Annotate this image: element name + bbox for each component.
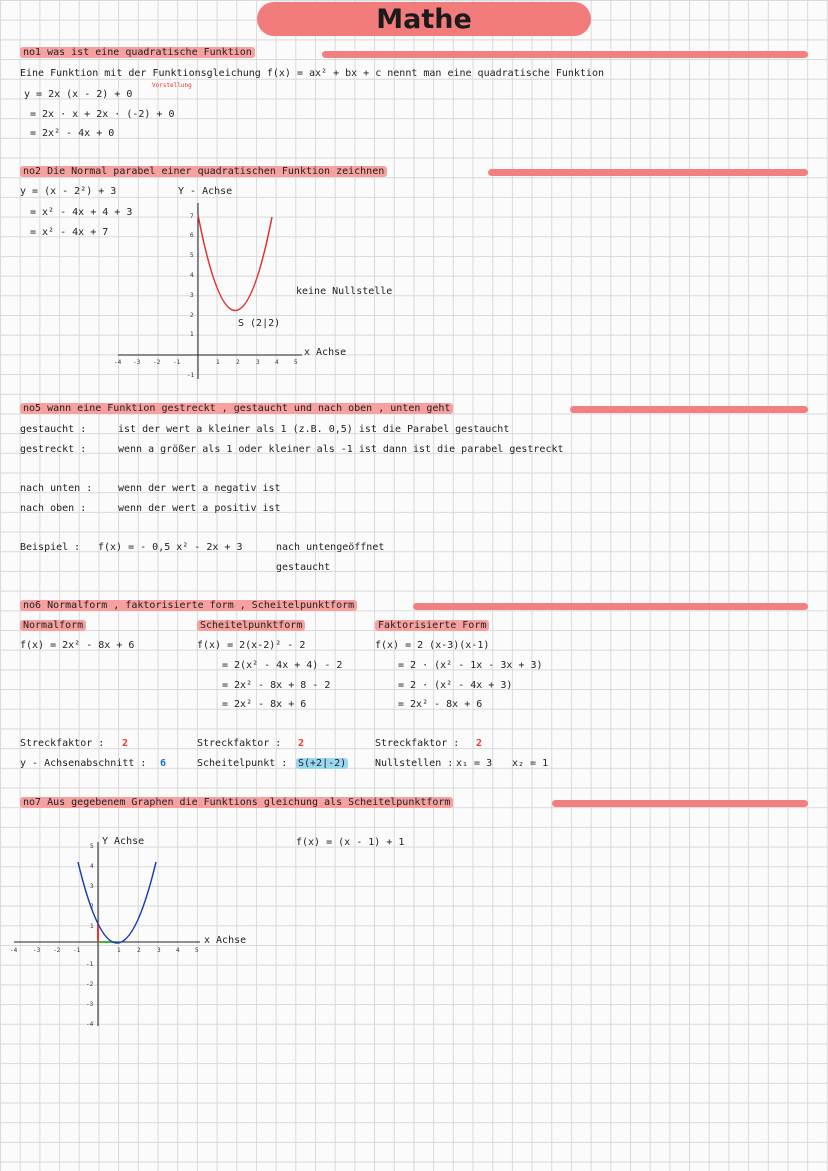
g1-xtick: -1 bbox=[173, 359, 181, 366]
g1-xtick: 5 bbox=[294, 359, 298, 366]
graph1 bbox=[110, 195, 310, 385]
nf-formula: f(x) = 2x² - 8x + 6 bbox=[20, 640, 135, 651]
col3-title: Faktorisierte Form bbox=[375, 620, 489, 631]
nf-streck-value: 2 bbox=[122, 738, 129, 749]
g2-xtick: 2 bbox=[137, 947, 141, 954]
g2-ytick: -2 bbox=[86, 981, 94, 988]
ff-streck-value: 2 bbox=[476, 738, 483, 749]
page-title: Mathe bbox=[257, 2, 591, 36]
g1-xtick: -2 bbox=[153, 359, 161, 366]
g1-xtick: 3 bbox=[256, 359, 260, 366]
section-3-heading: no5 wann eine Funktion gestreckt , gestaucht und nach oben , unten geht bbox=[20, 403, 453, 414]
s1-line-2: = 2x · x + 2x · (-2) + 0 bbox=[30, 109, 175, 120]
g2-ytick: -4 bbox=[86, 1021, 94, 1028]
sp-streck-label: Streckfaktor : bbox=[197, 738, 282, 749]
col2-title: Scheitelpunktform bbox=[197, 620, 305, 631]
g2-ytick: 3 bbox=[90, 883, 94, 890]
g1-ytick: 6 bbox=[190, 232, 194, 239]
g2-ytick: 5 bbox=[90, 843, 94, 850]
beispiel-result-2: gestaucht bbox=[276, 562, 331, 573]
sp-line: = 2x² - 8x + 8 - 2 bbox=[222, 680, 331, 691]
graph2-y-label: Y Achse bbox=[102, 836, 145, 847]
col1-title: Normalform bbox=[20, 620, 86, 631]
section-5-band bbox=[552, 800, 808, 807]
s2-line-2: = x² - 4x + 4 + 3 bbox=[30, 207, 133, 218]
beispiel-formula: f(x) = - 0,5 x² - 2x + 3 bbox=[98, 542, 243, 553]
graph1-y-label: Y - Achse bbox=[178, 186, 233, 197]
g2-ytick: 1 bbox=[90, 923, 94, 930]
g2-xtick: -3 bbox=[33, 947, 41, 954]
graph2-parabola bbox=[78, 862, 156, 943]
ff-line: = 2 · (x² - 1x - 3x + 3) bbox=[398, 660, 543, 671]
sp-streck-value: 2 bbox=[298, 738, 305, 749]
g1-xtick: 4 bbox=[275, 359, 279, 366]
section-2-heading: no2 Die Normal parabel einer quadratischen Funktion zeichnen bbox=[20, 166, 387, 177]
g2-xtick: 4 bbox=[176, 947, 180, 954]
g2-ytick: 4 bbox=[90, 863, 94, 870]
graph1-vertex-label: S (2|2) bbox=[238, 318, 281, 329]
s2-line-1: y = (x - 2²) + 3 bbox=[20, 186, 117, 197]
ff-line: = 2 · (x² - 4x + 3) bbox=[398, 680, 513, 691]
beispiel-label: Beispiel : bbox=[20, 542, 81, 553]
oben-text: wenn der wert a positiv ist bbox=[118, 503, 281, 514]
s2-line-3: = x² - 4x + 7 bbox=[30, 227, 109, 238]
g1-xtick: 1 bbox=[216, 359, 220, 366]
section-5-heading: no7 Aus gegebenem Graphen die Funktions gleichung als Scheitelpunktform bbox=[20, 797, 453, 808]
g2-ytick: -3 bbox=[86, 1001, 94, 1008]
ff-streck-label: Streckfaktor : bbox=[375, 738, 460, 749]
ff-line: = 2x² - 8x + 6 bbox=[398, 699, 483, 710]
unten-text: wenn der wert a negativ ist bbox=[118, 483, 281, 494]
s5-formula: f(x) = (x - 1) + 1 bbox=[296, 837, 405, 848]
g2-xtick: -4 bbox=[10, 947, 18, 954]
section-4-heading: no6 Normalform , faktorisierte form , Scheitelpunktform bbox=[20, 600, 357, 611]
g1-ytick: -1 bbox=[187, 372, 195, 379]
sp-line: = 2x² - 8x + 6 bbox=[222, 699, 307, 710]
sp-point-label: Scheitelpunkt : bbox=[197, 758, 288, 769]
g2-xtick: -1 bbox=[73, 947, 81, 954]
s1-definition: Eine Funktion mit der Funktionsgleichung f(x) = ax² + bx + c nennt man eine quadratische Funktion bbox=[20, 68, 604, 79]
g1-ytick: 3 bbox=[190, 292, 194, 299]
g1-xtick: 2 bbox=[236, 359, 240, 366]
ff-formula: f(x) = 2 (x-3)(x-1) bbox=[375, 640, 490, 651]
g1-ytick: 4 bbox=[190, 272, 194, 279]
g2-ytick: 2 bbox=[90, 903, 94, 910]
yab-value: 6 bbox=[160, 758, 167, 769]
graph1-note: keine Nullstelle bbox=[296, 286, 393, 297]
s1-line-1: y = 2x (x - 2) + 0 bbox=[24, 89, 133, 100]
g1-ytick: 1 bbox=[190, 331, 194, 338]
gestreckt-text: wenn a größer als 1 oder kleiner als -1 ist dann ist die parabel gestreckt bbox=[118, 444, 564, 455]
section-3-band bbox=[570, 406, 808, 413]
graph1-parabola bbox=[198, 215, 272, 311]
section-4-band bbox=[413, 603, 808, 610]
g1-ytick: 2 bbox=[190, 312, 194, 319]
graph2-x-label: x Achse bbox=[204, 935, 247, 946]
graph2 bbox=[8, 838, 208, 1030]
g1-ytick: 5 bbox=[190, 252, 194, 259]
g2-xtick: 1 bbox=[117, 947, 121, 954]
g2-xtick: 3 bbox=[157, 947, 161, 954]
sp-formula: f(x) = 2(x-2)² - 2 bbox=[197, 640, 306, 651]
nf-streck-label: Streckfaktor : bbox=[20, 738, 105, 749]
section-1-heading: no1 was ist eine quadratische Funktion bbox=[20, 47, 255, 58]
gestaucht-label: gestaucht : bbox=[20, 424, 87, 435]
s1-line-3: = 2x² - 4x + 0 bbox=[30, 128, 115, 139]
g2-xtick: 5 bbox=[195, 947, 199, 954]
g1-ytick: 7 bbox=[190, 213, 194, 220]
ns-label: Nullstellen : bbox=[375, 758, 454, 769]
ns-x2: x₂ = 1 bbox=[512, 758, 549, 769]
s1-note: Vorstellung bbox=[152, 82, 192, 89]
g2-ytick: -1 bbox=[86, 961, 94, 968]
unten-label: nach unten : bbox=[20, 483, 93, 494]
ns-x1: x₁ = 3 bbox=[456, 758, 493, 769]
g2-xtick: -2 bbox=[53, 947, 61, 954]
graph1-x-label: x Achse bbox=[304, 347, 347, 358]
g1-xtick: -3 bbox=[133, 359, 141, 366]
yab-label: y - Achsenabschnitt : bbox=[20, 758, 147, 769]
g1-xtick: -4 bbox=[114, 359, 122, 366]
gestaucht-text: ist der wert a kleiner als 1 (z.B. 0,5) ist die Parabel gestaucht bbox=[118, 424, 510, 435]
oben-label: nach oben : bbox=[20, 503, 87, 514]
section-1-band bbox=[322, 51, 808, 58]
beispiel-result-1: nach untengeöffnet bbox=[276, 542, 385, 553]
section-2-band bbox=[488, 169, 808, 176]
sp-line: = 2(x² - 4x + 4) - 2 bbox=[222, 660, 343, 671]
sp-point-value: S(+2|-2) bbox=[298, 758, 347, 769]
gestreckt-label: gestreckt : bbox=[20, 444, 87, 455]
